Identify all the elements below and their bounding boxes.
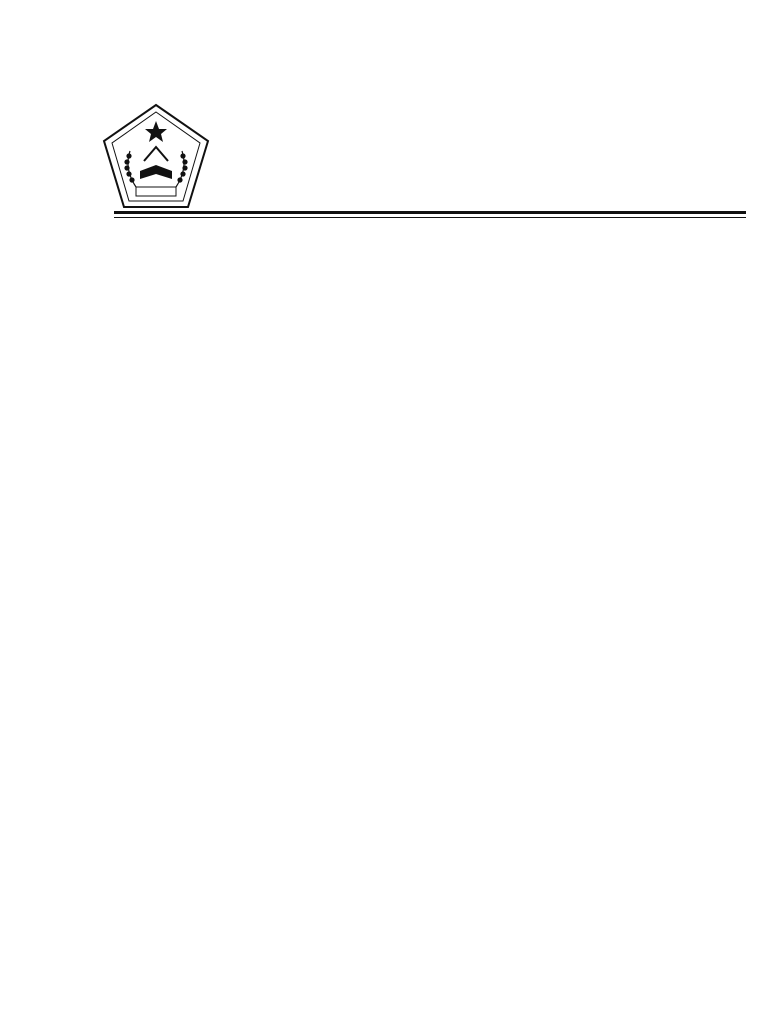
header-rule-thin: [114, 217, 746, 218]
ministry-logo: [100, 101, 212, 213]
header-rule-thick: [114, 211, 746, 214]
